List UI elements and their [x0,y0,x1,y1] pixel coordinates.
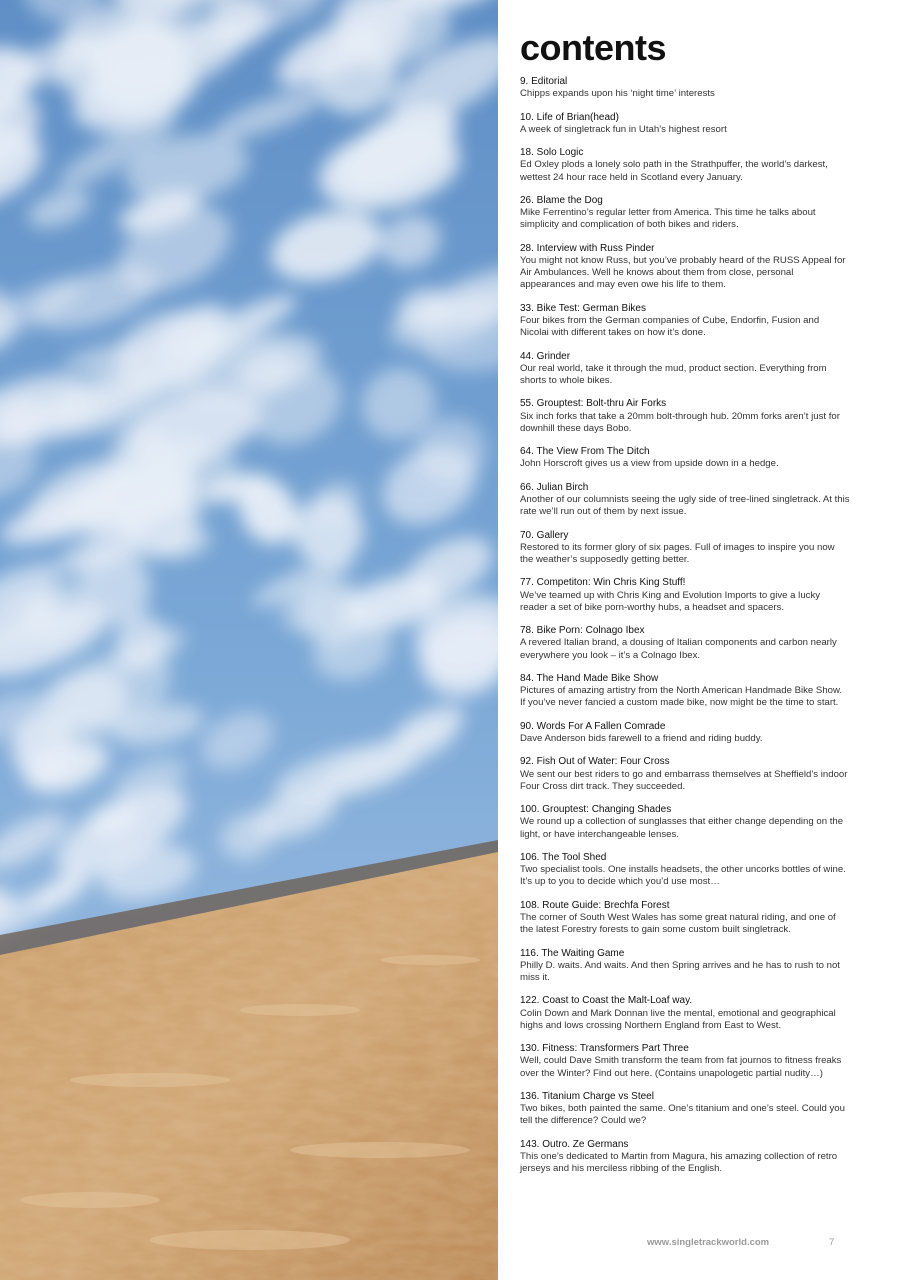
entry-title: 26. Blame the Dog [520,194,603,206]
entry-description: Pictures of amazing artistry from the North American Handmade Bike Show. If you’ve never fancied a custom made bike, now might be the time to start. [520,685,843,709]
entry-description: We round up a collection of sunglasses that either change depending on the light, or have interchangeable lenses. [520,816,844,840]
entry-title: 90. Words For A Fallen Comrade [520,720,666,732]
list-item[interactable] [520,852,850,889]
page-number: 7 [829,1237,835,1248]
entry-description: Chipps expands upon his ‘night time’ interests [520,88,715,100]
entry-title: 106. The Tool Shed [520,851,607,863]
entry-description: Two specialist tools. One installs headsets, the other uncorks bottles of wine. It’s up to you to decide which you’d use most… [520,864,846,888]
list-item[interactable] [520,900,850,937]
entry-description: Colin Down and Mark Donnan live the mental, emotional and geographical highs and lows crossing Northern England from East to West. [520,1007,836,1031]
list-item[interactable] [520,446,850,470]
entry-description: Our real world, take it through the mud, product section. Everything from shorts to whole bikes. [520,362,827,386]
list-item[interactable] [520,112,850,136]
entry-title: 143. Outro. Ze Germans [520,1138,629,1150]
list-item[interactable] [520,1139,850,1176]
entry-title: 136. Titanium Charge vs Steel [520,1090,654,1102]
entry-description: John Horscroft gives us a view from upside down in a hedge. [520,458,779,470]
entry-title: 78. Bike Porn: Colnago Ibex [520,625,645,637]
list-item[interactable] [520,398,850,435]
list-item[interactable] [520,625,850,662]
list-item[interactable] [520,243,850,292]
entry-description: Another of our columnists seeing the ugly side of tree-lined singletrack. At this rate we’ll run out of them by next issue. [520,493,850,518]
entry-description: We’ve teamed up with Chris King and Evolution Imports to give a lucky reader a set of bike porn-worthy hubs, a headset and spacers. [520,589,821,613]
entry-description: A revered Italian brand, a dousing of Italian components and carbon nearly everywhere you look – it’s a Colnago Ibex. [520,637,837,661]
entry-title: 92. Fish Out of Water: Four Cross [520,756,670,768]
entry-title: 100. Grouptest: Changing Shades [520,804,672,816]
entry-description: Six inch forks that take a 20mm bolt-through hub. 20mm forks aren’t just for downhill these days Bobo. [520,410,840,434]
list-item[interactable] [520,756,850,793]
entry-description: Restored to its former glory of six pages. Full of images to inspire you now the weather’s supposedly getting better. [520,541,835,565]
list-item[interactable] [520,351,850,388]
entry-title: 44. Grinder [520,350,571,362]
entry-title: 84. The Hand Made Bike Show [520,672,659,684]
entry-title: 33. Bike Test: German Bikes [520,302,646,314]
list-item[interactable] [520,721,850,745]
entry-title: 66. Julian Birch [520,481,589,493]
entry-title: 55. Grouptest: Bolt-thru Air Forks [520,398,667,410]
entry-description: You might not know Russ, but you’ve probably heard of the RUSS Appeal for Air Ambulances. Well he knows about them from close, personal appearances and may even owe his life to them. [520,254,846,291]
entry-title: 108. Route Guide: Brechfa Forest [520,899,670,911]
entry-title: 64. The View From The Ditch [520,446,650,458]
list-item[interactable] [520,530,850,567]
contents-column [520,28,850,1187]
list-item[interactable] [520,804,850,841]
entry-description: Philly D. waits. And waits. And then Spring arrives and he has to rush to not miss it. [520,959,840,983]
list-item[interactable] [520,195,850,232]
list-item[interactable] [520,303,850,340]
entry-description: The corner of South West Wales has some great natural riding, and one of the latest Forestry forests to gain some custom built singletrack. [520,911,836,936]
entry-title: 10. Life of Brian(head) [520,111,619,123]
entry-description: Two bikes, both painted the same. One’s titanium and one’s steel. Could you tell the difference? Could we? [520,1103,845,1127]
entry-description: Ed Oxley plods a lonely solo path in the Strathpuffer, the world’s darkest, wettest 24 hour race held in Scotland every January. [520,159,828,183]
list-item[interactable] [520,673,850,710]
entry-title: 18. Solo Logic [520,147,584,159]
footer-url[interactable]: www.singletrackworld.com [647,1237,770,1248]
entry-description: Mike Ferrentino’s regular letter from America. This time he talks about simplicity and complication of both bikes and riders. [520,207,816,231]
entry-description: A week of singletrack fun in Utah’s highest resort [520,123,727,135]
entry-title: 116. The Waiting Game [520,947,625,959]
list-item[interactable] [520,1043,850,1080]
entry-title: 9. Editorial [520,76,568,87]
entry-description: This one’s dedicated to Martin from Magura, his amazing collection of retro jerseys and his merciless ribbing of the English. [520,1150,838,1175]
entry-title: 28. Interview with Russ Pinder [520,242,655,254]
entry-title: 122. Coast to Coast the Malt-Loaf way. [520,995,693,1007]
list-item[interactable] [520,995,850,1032]
contents-list [520,76,850,1175]
entry-description: We sent our best riders to go and embarrass themselves at Sheffield’s indoor Four Cross dirt track. They succeeded. [520,768,848,792]
list-item[interactable] [520,482,850,519]
list-item[interactable] [520,76,850,100]
entry-title: 70. Gallery [520,529,569,541]
list-item[interactable] [520,577,850,614]
entry-title: 77. Competiton: Win Chris King Stuff! [520,577,686,589]
list-item[interactable] [520,147,850,184]
entry-title: 130. Fitness: Transformers Part Three [520,1043,689,1055]
list-item[interactable] [520,1091,850,1128]
page-title: contents [520,27,667,68]
list-item[interactable] [520,948,850,985]
entry-description: Well, could Dave Smith transform the team from fat journos to fitness freaks over the Winter? Find out here. (Contains unapologetic partial nudity…) [520,1055,842,1079]
entry-description: Dave Anderson bids farewell to a friend and riding buddy. [520,732,763,744]
entry-description: Four bikes from the German companies of Cube, Endorfin, Fusion and Nicolai with different takes on how it’s done. [520,314,820,339]
page-footer [520,1237,850,1251]
